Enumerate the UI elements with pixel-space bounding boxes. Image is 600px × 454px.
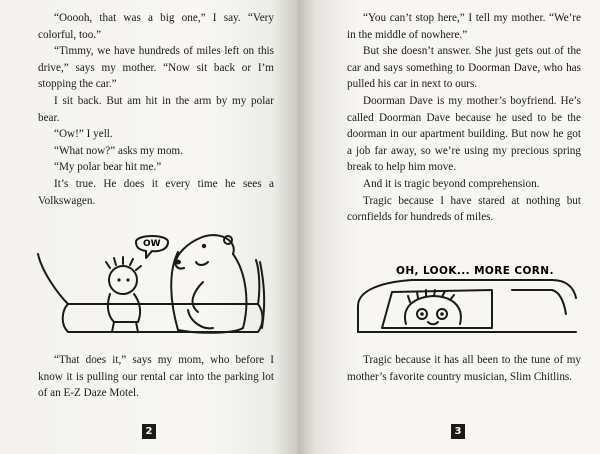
paragraph: Tragic because it has all been to the tune of my mother’s favorite country musician, Slim Chitlins. xyxy=(347,354,581,383)
paragraph: “Ow!” I yell. xyxy=(54,128,113,141)
left-page-bottom-text xyxy=(38,352,274,402)
speech-bubble-text: OW xyxy=(143,239,161,249)
right-page xyxy=(298,0,600,454)
paragraph: Tragic because I have stared at nothing but cornfields for hundreds of miles. xyxy=(347,194,581,224)
paragraph: “Timmy, we have hundreds of miles left on this drive,” says my mother. “Now sit back or I’m stopping the car.” xyxy=(38,45,274,91)
car-seat-illustration xyxy=(28,232,288,342)
car-window-illustration xyxy=(352,262,592,346)
paragraph: “My polar bear hit me.” xyxy=(54,161,162,174)
paragraph: “You can’t stop here,” I tell my mother. “We’re in the middle of nowhere.” xyxy=(347,12,581,41)
page-number: 3 xyxy=(451,424,465,439)
paragraph: And it is tragic beyond comprehension. xyxy=(363,177,540,190)
right-page-bottom-text xyxy=(347,352,581,385)
paragraph: “That does it,” says my mom, who before I know it is pulling our rental car into the parking lot of an E-Z Daze Motel. xyxy=(38,354,274,400)
right-page-text xyxy=(347,10,581,226)
left-page-text xyxy=(38,10,274,209)
paragraph: It’s true. He does it every time he sees a Volkswagen. xyxy=(38,177,274,207)
left-page xyxy=(0,0,298,454)
illustration-caption: OH, LOOK... MORE CORN. xyxy=(396,265,554,277)
paragraph: Doorman Dave is my mother’s boyfriend. He’s called Doorman Dave because he used to be the doorman in our apartment building. But now he got a job far away, so we’re using my precious spring break to help him move. xyxy=(347,94,581,174)
page-number: 2 xyxy=(142,424,156,439)
paragraph: “What now?” asks my mom. xyxy=(54,144,183,157)
paragraph: But she doesn’t answer. She just gets out of the car and says something to Doorman Dave, who has pulled his car in next to ours. xyxy=(347,45,581,91)
paragraph: I sit back. But am hit in the arm by my polar bear. xyxy=(38,94,274,124)
paragraph: “Ooooh, that was a big one,” I say. “Very colorful, too.” xyxy=(38,12,274,41)
